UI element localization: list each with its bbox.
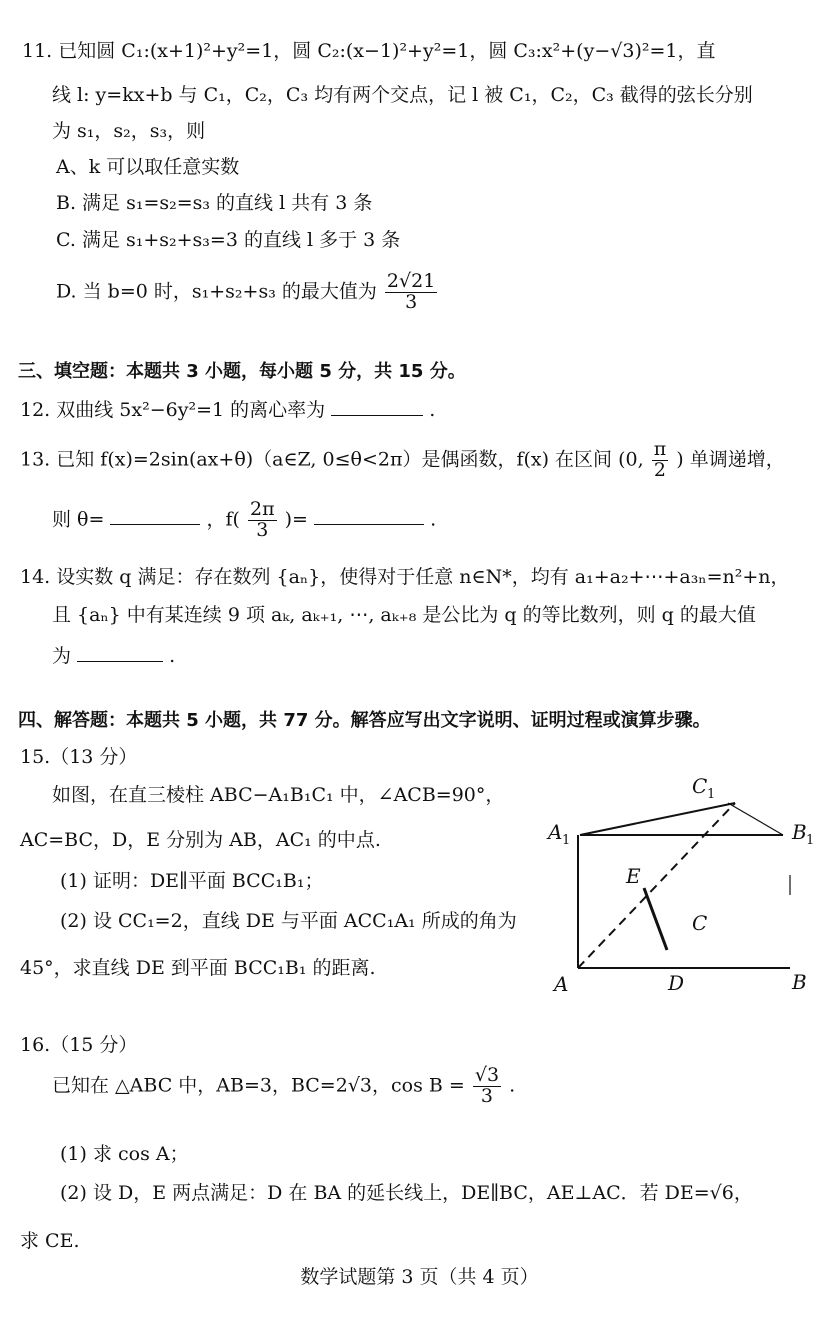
q14-line2: 且 {aₙ} 中有某连续 9 项 aₖ, aₖ₊₁, ⋯, aₖ₊₈ 是公比为 q 的等比数列，则 q 的最大值 <box>52 604 756 626</box>
q16-cos-numerator: √3 <box>474 1064 500 1086</box>
q14-end: . <box>169 645 176 667</box>
q13-theta-label: 则 θ= <box>52 508 105 531</box>
q11-option-d-denominator: 3 <box>405 290 418 313</box>
q14-line3 <box>52 641 175 668</box>
q15-line1: 如图，在直三棱柱 ABC−A₁B₁C₁ 中，∠ACB=90°， <box>52 784 505 806</box>
q12-end: . <box>429 399 436 421</box>
q16-part2: (2) 设 D，E 两点满足：D 在 BA 的延长线上，DE∥BC，AE⊥AC．若 DE=√6， <box>60 1182 753 1204</box>
q14-answer-blank[interactable] <box>77 643 163 662</box>
q13-value-blank[interactable] <box>314 506 424 525</box>
edge-a-c1-dashed <box>578 803 735 968</box>
label-c1-subscript: 1 <box>707 787 716 802</box>
q16-line1-text: 已知在 △ABC 中，AB=3，BC=2√3，cos B = <box>52 1074 465 1097</box>
q11-line2: 线 l: y=kx+b 与 C₁，C₂，C₃ 均有两个交点，记 l 被 C₁，C₂，C₃ 截得的弦长分别 <box>52 84 753 106</box>
q11-option-d <box>56 272 439 313</box>
q16-line1-end: . <box>509 1074 516 1097</box>
q13-line2 <box>52 500 436 541</box>
q13-f-equals: )= <box>284 508 308 531</box>
label-a1-subscript: 1 <box>562 833 571 848</box>
q11-option-c: C. 满足 s₁+s₂+s₃=3 的直线 l 多于 3 条 <box>56 229 401 251</box>
q16-cos-fraction <box>473 1066 501 1107</box>
q11-option-d-text: D. 当 b=0 时，s₁+s₂+s₃ 的最大值为 <box>56 280 377 303</box>
q13-interval-fraction <box>652 440 669 481</box>
q16-part2-continued: 求 CE. <box>20 1230 80 1252</box>
label-e: E <box>626 864 641 888</box>
q12-text: 12. 双曲线 5x²−6y²=1 的离心率为 <box>20 399 326 421</box>
q14-line1: 14. 设实数 q 满足：存在数列 {aₙ}，使得对于任意 n∈N*，均有 a₁+a₂+⋯+a₃ₙ=n²+n， <box>20 566 790 588</box>
q16-part1: (1) 求 cos A； <box>60 1143 189 1165</box>
q15-header: 15.（13 分） <box>20 746 138 768</box>
q15-part2: (2) 设 CC₁=2，直线 DE 与平面 ACC₁A₁ 所成的角为 <box>60 910 517 932</box>
label-b1-subscript: 1 <box>806 833 815 848</box>
q13-line1-post: ) 单调递增， <box>676 448 785 471</box>
label-b1: B <box>792 820 807 844</box>
q13-end: . <box>430 508 437 531</box>
q15-part1: (1) 证明：DE∥平面 BCC₁B₁； <box>60 870 324 892</box>
q13-interval-numerator: π <box>653 438 667 460</box>
q11-option-d-numerator: 2√21 <box>386 270 436 292</box>
q15-part2-continued: 45°，求直线 DE 到平面 BCC₁B₁ 的距离. <box>20 957 376 979</box>
q13-line1 <box>20 440 785 481</box>
q13-arg-fraction <box>248 500 277 541</box>
label-d: D <box>668 971 685 995</box>
page-footer: 数学试题第 3 页（共 4 页） <box>300 1266 539 1288</box>
segment-e-d <box>644 888 667 950</box>
q13-arg-denominator: 3 <box>256 518 269 541</box>
q13-f-label: ，f( <box>206 508 240 531</box>
q13-interval-denominator: 2 <box>653 458 666 481</box>
q11-line3: 为 s₁，s₂，s₃，则 <box>52 120 206 142</box>
edge-a1-c1 <box>580 803 735 835</box>
q15-prism-figure <box>540 765 830 1005</box>
q16-header: 16.（15 分） <box>20 1034 138 1056</box>
label-c1: C <box>692 774 708 798</box>
label-a: A <box>554 972 569 996</box>
label-a1: A <box>548 820 563 844</box>
q15-line2: AC=BC，D，E 分别为 AB，AC₁ 的中点. <box>20 829 381 851</box>
q16-cos-denominator: 3 <box>480 1084 493 1107</box>
q16-line1 <box>52 1066 515 1107</box>
q11-line1: 11. 已知圆 C₁:(x+1)²+y²=1，圆 C₂:(x−1)²+y²=1，圆 C₃:x²+(y−√3)²=1，直 <box>22 40 716 62</box>
q14-line3-text: 为 <box>52 645 72 667</box>
q13-theta-blank[interactable] <box>110 506 200 525</box>
section-3-heading: 三、填空题：本题共 3 小题，每小题 5 分，共 15 分。 <box>18 361 466 382</box>
label-c: C <box>692 911 708 935</box>
edge-b1-c1 <box>728 803 783 835</box>
q11-option-b: B. 满足 s₁=s₂=s₃ 的直线 l 共有 3 条 <box>56 192 373 214</box>
q11-option-a: A、k 可以取任意实数 <box>56 156 240 178</box>
q13-arg-numerator: 2π <box>250 498 275 520</box>
q11-option-d-fraction <box>385 272 437 313</box>
label-b: B <box>792 970 807 994</box>
q12 <box>20 395 435 422</box>
q12-answer-blank[interactable] <box>331 397 423 416</box>
section-4-heading: 四、解答题：本题共 5 小题，共 77 分。解答应写出文字说明、证明过程或演算步骤。 <box>18 710 711 731</box>
q13-line1-text: 13. 已知 f(x)=2sin(ax+θ)（a∈Z, 0≤θ<2π）是偶函数，f(x) 在区间 (0, <box>20 448 644 471</box>
